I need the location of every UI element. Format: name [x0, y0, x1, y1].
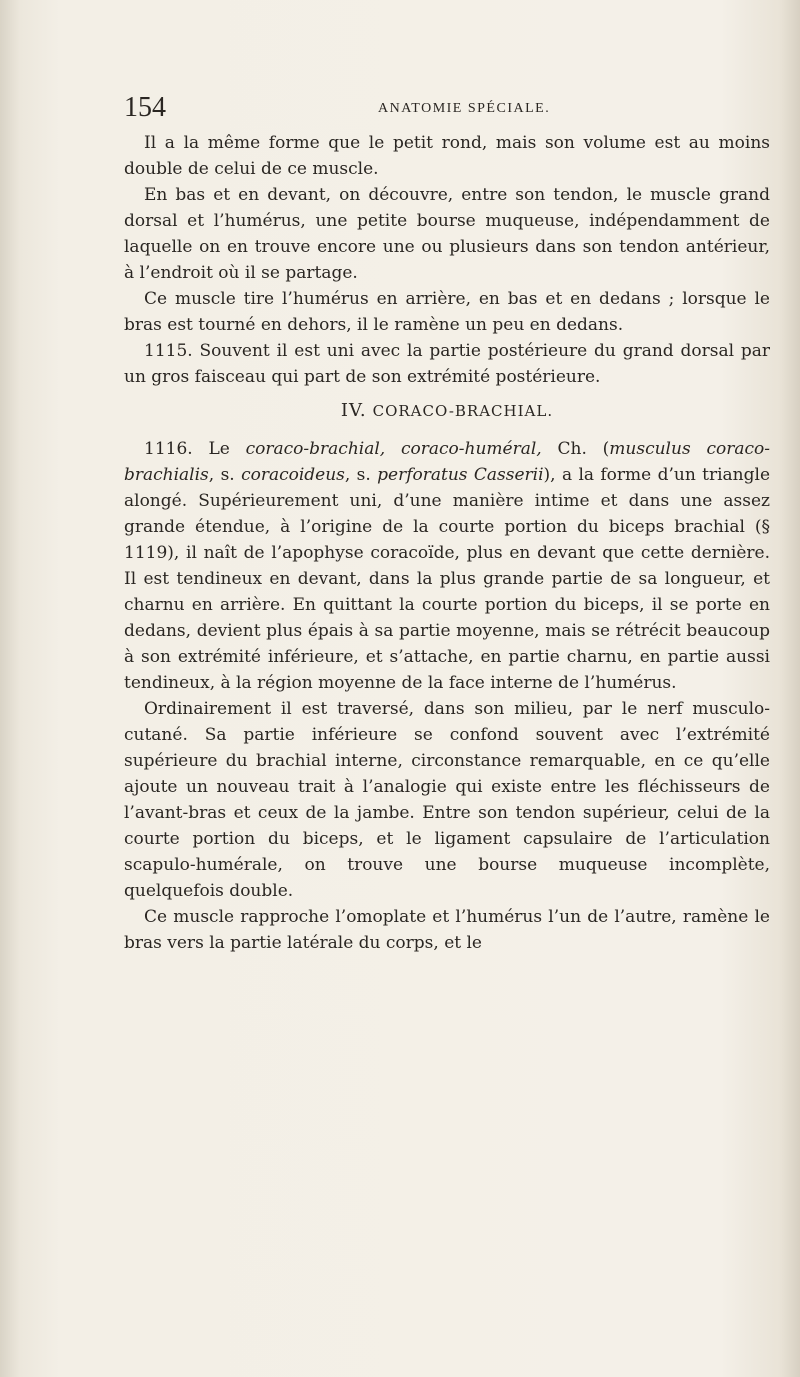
latin-name: musculus coraco-brachialis [124, 439, 770, 485]
section-title: CORACO-BRACHIAL. [372, 402, 554, 420]
muscle-name: coraco-brachial, coraco-huméral, [245, 439, 542, 459]
page-header [124, 92, 764, 126]
text-run: Le [208, 439, 246, 459]
paragraph: Ordinairement il est traversé, dans son milieu, par le nerf musculo-cutané. Sa partie inférieure se confond souvent avec l’extrémité supérieure du brachial interne, circonstance remarquable, en ce qu’elle ajoute un nouveau trait à l’analogie qui existe entre les fléchisseurs de l’avant-bras et ceux de la jambe. Entre son tendon supérieur, celui de la courte portion du biceps, et le ligament capsulaire de l’articulation scapulo-humérale, on trouve une bourse muqueuse incomplète, quelquefois double. [124, 699, 770, 901]
paragraph: Il a la même forme que le petit rond, mais son volume est au moins double de celui de ce muscle. [124, 133, 770, 179]
text-run: ), a la forme d’un triangle alongé. Supérieurement uni, d’une manière intime et dans une assez grande étendue, à l’origine de la courte portion du biceps brachial (§ 1119), il naît de l’apophyse coracoïde, plus en devant que cette dernière. Il est tendineux en devant, dans la plus grande partie de sa longueur, et charnu en arrière. En quittant la courte portion du biceps, il se porte en dedans, devient plus épais à sa partie moyenne, mais se rétrécit beaucoup à son extrémité inférieure, et s’attache, en partie charnu, en partie aussi tendineux, à la région moyenne de la face interne de l’humérus. [124, 465, 770, 693]
paragraph: En bas et en devant, on découvre, entre son tendon, le muscle grand dorsal et l’humérus, une petite bourse muqueuse, indépendamment de laquelle on en trouve encore une ou plusieurs dans son tendon antérieur, à l’endroit où il se partage. [124, 185, 770, 283]
running-head: ANATOMIE SPÉCIALE. [378, 101, 551, 116]
text-run: , s. [208, 465, 242, 485]
latin-name: perforatus Casserii [377, 465, 544, 485]
section-number: IV. [340, 400, 367, 421]
paragraph: Ce muscle tire l’humérus en arrière, en bas et en dedans ; lorsque le bras est tourné en dehors, il le ramène un peu en dedans. [124, 289, 770, 335]
text-run: , s. [344, 465, 378, 485]
text-run: Ch. ( [541, 439, 610, 459]
paragraph: Ce muscle rapproche l’omoplate et l’humérus l’un de l’autre, ramène le bras vers la partie latérale du corps, et le [124, 907, 770, 953]
paragraph-number: 1116. [144, 439, 209, 459]
section-heading [124, 398, 770, 424]
page-number: 154 [124, 92, 166, 123]
body-text [124, 130, 770, 956]
paragraph: 1115. Souvent il est uni avec la partie postérieure du grand dorsal par un gros faisceau qui part de son extrémité postérieure. [124, 341, 770, 387]
latin-name: coracoideus [241, 465, 345, 485]
paragraph-coraco-brachial [124, 436, 770, 696]
